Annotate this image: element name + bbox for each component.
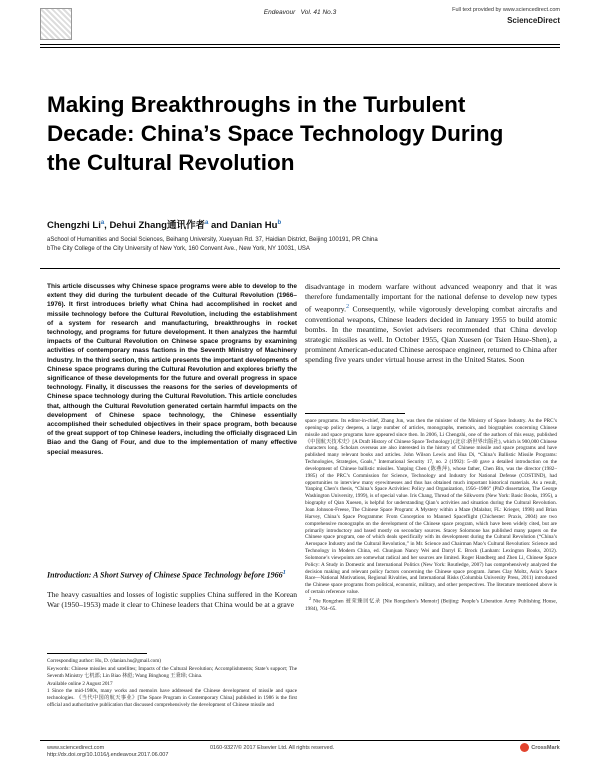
intro-paragraph: The heavy casualties and losses of logistic supplies China suffered in the Korean War (1950–1953) made it clear to Chinese leaders that China would be at a grave: [47, 590, 297, 609]
footer-doi-link[interactable]: http://dx.doi.org/10.1016/j.endeavour.2017.06.007: [47, 752, 169, 758]
corresponding-author[interactable]: Corresponding author: Hu, D. (danian.hu@gmail.com): [47, 658, 161, 664]
author-1-sup[interactable]: a: [100, 219, 105, 226]
affiliation-a: aSchool of Humanities and Social Sciences, Beihang University, Xueyuan Rd. 37, Haidian District, Beijing 100191, PR China: [47, 237, 378, 243]
footnote-2-text: Nie Rongzhen 聂荣臻回忆录 [Nie Rongzhen’s Memoir] (Beijing: People’s Liberation Army Publishing House, 1984), 764–65.: [305, 598, 558, 612]
author-2-sup[interactable]: a: [204, 219, 209, 226]
footnote-1-continued: space programs. Its editor-in-chief, Zhang Jun, was then the minister of the Ministry of Space Industry. As the PRC’s opening-up policy deepens, a large number of articles, monographs, memoirs, and biographies concerning Chinese missile and space programs have appeared since then. In 2006, Li Chengzhi, one of the authors of this essay, published 《中国航天技术史》[A Draft History of Chinese Space Technology] (北京:新世界出版社), which is 900,000 Chinese characters long. Scholars overseas are also interested in the history of Chinese missile and space programs and have published many relevant books and articles. John Wilson Lewis and Hua Di, “China’s Ballistic Missile Programs: Technologies, Strategies, Goals,” International Security 17, no. 2 (1992): 5–40 gave a detailed introduction on the development of Chinese ballistic missiles. Yanping Chen (陈燕萍), whose father, Chen Bin, was the director (1982–1985) of the PRC’s Commission for Science, Technology and Industry for National Defense (COSTIND), had opportunities to interview many eyewitnesses and thus has obtained much important historical materials. As a result, Yanping Chen’s thesis, “China’s Space Activities: Policy and Organization, 1956–1986” (PhD dissertation, The George Washington University, 1999), is of special value. Iris Chang, Thread of the Silkworm (New York: Basic Books, 1995), a biography of Qian Xuesen, is helpful for understanding Qian’s activities and situation during the Cultural Revolution. Joan Johnson-Freese, The Chinese Space Program: A Mystery within a Maze (Malabar, FL: Krieger, 1998) and Brian Harvey, China’s Space Programme: From Conception to Manned Spaceflight (Chichester: Praxis, 2004) are two comprehensive monographs on the development of the Chinese space program, which have been widely cited, but are primarily introductory and based mostly on secondary sources. Stacey Solomone has published many papers on the Chinese space program, one of which deals specifically with its development during the Cultural Revolution (“China’s Aerospace Industry and the Cultural Revolution,” in Mr. Science and Chairman Mao’s Cultural Revolution: Science and Technology in Modern China, ed. Chunjuan Nancy Wei and Darryl E. Brock (Lanham: Lexington Books, 2012). Solomone’s viewpoints are somewhat radical and her sources are limited. Roger Handberg and Zhen Li, Chinese Space Policy: A Study in Domestic and International Politics (New York: Routledge, 2007) has comprehensively analyzed the decision making and relevant policy factors concerning the Chinese space program. James Clay Moltz, Asia’s Space Race—National Motivations, Regional Rivalries, and International Risks (Columbia University Press, 2011) introduced the Chinese space programs from political, economic, military, and other perspectives. The literature mentioned above is of certain reference value.: [305, 418, 557, 596]
keywords: Keywords: Chinese missiles and satellites; Impacts of the Cultural Revolution; Accomplishments; State’s support; The Seventh Ministry 七机部; Lin Biao 林彪; Wang Binghong 王秉璋; China.: [47, 665, 297, 679]
section-heading: [47, 568, 297, 581]
full-text-link[interactable]: Full text provided by www.sciencedirect.com: [452, 7, 560, 13]
crossmark-icon: [520, 743, 529, 752]
footnotes-right: [305, 418, 557, 612]
footer-rule: [40, 740, 560, 741]
abstract: This article discusses why Chinese space programs were able to develop to the extent they did during the turbulent decade of the Cultural Revolution (1966–1976). It first introduces briefly what China had accomplished in rocket and missile technology before the Cultural Revolution, including the establishment of a system for research and manufacturing, breakthroughs in rocket technology, and programs for future development. It then analyzes the harmful impacts of the Cultural Revolution on Chinese space programs by examining activities of contemporary mass factions in the Seventh Ministry of Machinery Industry. In the third section, this article presents the important developments of Chinese space programs during the Cultural Revolution and explores briefly the significance of these developments for the future and overall progress in space technology. Finally, it discusses the reasons for the series of developments of Chinese space technology during the Cultural Revolution. This article concludes that, although the Cultural Revolution generated certain harmful impacts on the development of Chinese space technology, the Chinese essentially accomplished their scheduled objectives in their space program, both because of the great support of top Chinese leaders, including the officially disgraced Lin Biao and the Gang of Four, and due to the implementation of many effective special measures.: [47, 283, 297, 456]
right-column-text-2: Consequently, while vigorously developing combat aircrafts and conventional weapons, Chinese leaders decided in January 1955 to build atomic bombs. In the meantime, Soviet advisers recommended that China develop strategic missiles as well. In October 1955, Qian Xuesen (or Tsien Hsue-Shen), a prominent American-educated Chinese aerospace engineer, returned to China after spending five years under virtual house arrest in the United States. Soon: [305, 304, 557, 364]
footnote-rule-right: [305, 413, 405, 414]
footnote-1: 1 Since the mid-1980s, many works and memoirs have addressed the Chinese development of missile and space technologies. 《当代中国的航天事业》[The Space Program in Contemporary China] published in 1986 is the first official and authoritative publication that discussed comprehensively the development of Chinese missile and: [47, 688, 297, 709]
header-rule-2: [40, 47, 560, 48]
right-column-paragraph: [305, 282, 557, 365]
footnote-2-number: 2: [308, 595, 312, 601]
right-column-text-1: disadvantage in modern warfare without advanced weaponry and that it was therefore fundamentally important for the national defense to develop new types of weaponry.: [305, 282, 557, 314]
sciencedirect-brand[interactable]: ScienceDirect: [507, 16, 560, 25]
crossmark-badge[interactable]: [520, 743, 560, 752]
section-heading-text: Introduction: A Short Survey of Chinese Space Technology before 1966: [47, 570, 283, 580]
footer-site-link[interactable]: www.sciencedirect.com: [47, 745, 105, 751]
author-3-sup[interactable]: b: [277, 219, 282, 226]
footnote-2: [305, 596, 557, 612]
journal-volume: Vol. 41 No.3: [300, 9, 337, 16]
author-1[interactable]: Chengzhi Li: [47, 220, 101, 231]
available-online: Available online 2 August 2017: [47, 680, 113, 687]
footer-issn: 0160-9327/© 2017 Elsevier Ltd. All rights reserved.: [210, 745, 335, 751]
author-2[interactable]: , Dehui Zhang通讯作者: [104, 220, 205, 231]
header-rule: [40, 44, 560, 45]
journal-name: Endeavour: [263, 9, 296, 16]
article-title: Making Breakthroughs in the Turbulent Decade: China’s Space Technology During the Cultural Revolution: [47, 92, 504, 175]
crossmark-label: CrossMark: [531, 744, 560, 751]
affiliation-b: bThe City College of the City University of New York, 160 Convent Ave., New York, NY 10031, USA: [47, 246, 310, 252]
section-heading-footnote-ref[interactable]: 1: [282, 569, 286, 576]
footnote-rule-left: [47, 653, 147, 654]
footnote-ref-2[interactable]: 2: [346, 303, 350, 310]
footnotes-left: [47, 658, 297, 710]
title-rule: [40, 268, 560, 269]
author-3[interactable]: and Danian Hu: [208, 220, 278, 231]
author-list: [47, 217, 281, 231]
